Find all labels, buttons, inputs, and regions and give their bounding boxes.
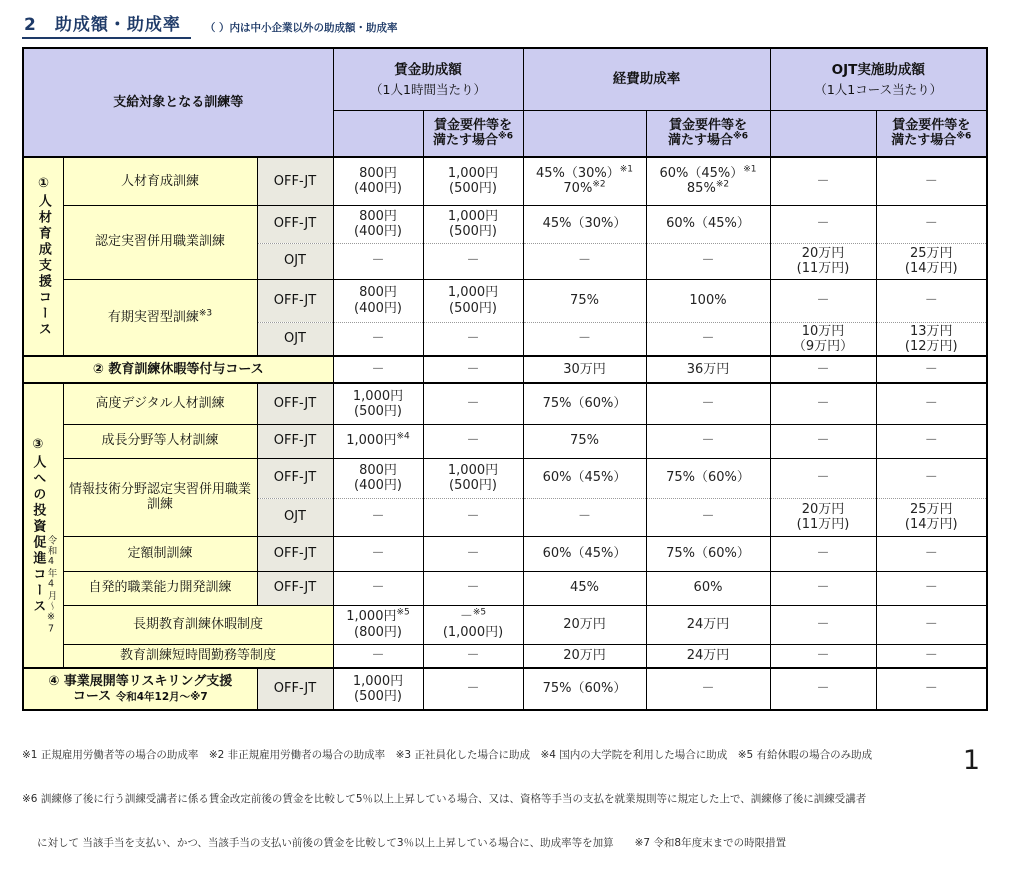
table-cell: － (876, 356, 987, 383)
table-cell: OFF-JT (257, 458, 333, 498)
table-cell: － (876, 458, 987, 498)
section-3-period: 令和4年4月～※7 (45, 534, 57, 636)
table-cell: 20万円 (11万円) (770, 243, 876, 279)
table-cell: 成長分野等人材訓練 (63, 424, 257, 458)
table-cell: 25万円 (14万円) (876, 498, 987, 536)
section-4-text-line1: ④ 事業展開等リスキリング支援 (48, 673, 233, 689)
section-3-text: ③人への投資促進コース (30, 436, 46, 615)
table-cell: 認定実習併用職業訓練 (63, 205, 257, 279)
table-cell: 1,000円$^{※4}$ (333, 424, 423, 458)
section-1-label (23, 157, 63, 356)
table-cell: 75% (523, 279, 646, 322)
header-expense-group (523, 48, 770, 110)
subsidy-table (22, 47, 988, 711)
header-spacer (770, 110, 876, 157)
table-cell: － (333, 571, 423, 605)
table-cell: － (423, 424, 523, 458)
table-cell: 自発的職業能力開発訓練 (63, 571, 257, 605)
table-cell: － (423, 644, 523, 668)
table-row (23, 157, 987, 205)
table-cell: － (423, 668, 523, 710)
table-cell: 13万円 (12万円) (876, 322, 987, 356)
header-wage-req: 賃金要件等を 満たす場合$^{※6}$ (423, 110, 523, 157)
table-cell: OJT (257, 498, 333, 536)
footnote-line: ※6 訓練修了後に行う訓練受講者に係る賃金改定前後の賃金を比較して5％以上上昇している場合、又は、資格等手当の支払を就業規則等に規定した上で、訓練修了後に訓練受講者 (22, 792, 867, 805)
table-cell: 800円 (400円) (333, 157, 423, 205)
table-cell: 高度デジタル人材訓練 (63, 383, 257, 424)
table-cell: － (770, 157, 876, 205)
table-cell: OJT (257, 243, 333, 279)
table-cell: 1,000円 (500円) (333, 668, 423, 710)
table-cell: － (876, 605, 987, 644)
table-cell: 20万円 (523, 605, 646, 644)
table-cell: － (646, 383, 770, 424)
table-cell: － (646, 498, 770, 536)
header-ojt-req: 賃金要件等を 満たす場合$^{※6}$ (876, 110, 987, 157)
table-cell: － (770, 205, 876, 243)
table-cell: 長期教育訓練休暇制度 (63, 605, 333, 644)
table-header-row (23, 48, 987, 110)
table-cell: OFF-JT (257, 383, 333, 424)
table-cell: － (523, 322, 646, 356)
table-cell: － (646, 424, 770, 458)
table-row (23, 571, 987, 605)
header-expense-title: 経費助成率 (612, 71, 681, 88)
header-wage-sub: （1人1時間当たり） (370, 81, 486, 97)
table-cell: 30万円 (523, 356, 646, 383)
header-wage-group (333, 48, 523, 110)
table-cell: － (876, 157, 987, 205)
header-expense-req: 賃金要件等を 満たす場合$^{※6}$ (646, 110, 770, 157)
table-cell: OJT (257, 322, 333, 356)
table-cell: OFF-JT (257, 205, 333, 243)
table-cell: 1,000円 (500円) (423, 279, 523, 322)
footnotes (22, 718, 994, 880)
table-cell: 36万円 (646, 356, 770, 383)
table-cell: OFF-JT (257, 668, 333, 710)
table-cell: 10万円 （9万円） (770, 322, 876, 356)
table-cell: $60\%(45\%)^{※1}$ 85%$^{※2}$ (646, 157, 770, 205)
table-cell: 75%（60%） (523, 668, 646, 710)
table-cell: － (423, 383, 523, 424)
table-cell: － (876, 205, 987, 243)
table-cell: － (876, 571, 987, 605)
section-2-label: ② 教育訓練休暇等付与コース (23, 356, 333, 383)
title-note: （ ）内は中小企業以外の助成額・助成率 (204, 22, 398, 34)
table-cell: － (770, 383, 876, 424)
table-cell: － (876, 668, 987, 710)
table-cell: 1,000円 (500円) (333, 383, 423, 424)
table-cell: － (423, 322, 523, 356)
table-cell: 1,000円$^{※5}$ (800円) (333, 605, 423, 644)
table-row (23, 644, 987, 668)
table-cell: OFF-JT (257, 279, 333, 322)
table-cell: 情報技術分野認定実習併用職業訓練 (63, 458, 257, 536)
table-cell: OFF-JT (257, 157, 333, 205)
table-row (23, 605, 987, 644)
section-4-period: 令和4年12月～※7 (115, 691, 208, 704)
table-cell: － (423, 243, 523, 279)
table-cell: － (770, 279, 876, 322)
table-cell: － (876, 424, 987, 458)
section-1-text: ①人材育成支援コース (35, 175, 51, 338)
table-cell: 1,000円 (500円) (423, 205, 523, 243)
table-cell: － (523, 243, 646, 279)
page-title: 2 助成額・助成率 (22, 10, 191, 39)
table-cell: 1,000円 (500円) (423, 157, 523, 205)
header-spacer (333, 110, 423, 157)
table-cell: － (876, 383, 987, 424)
header-spacer (523, 110, 646, 157)
table-cell: 定額制訓練 (63, 536, 257, 571)
table-cell: － (523, 498, 646, 536)
table-cell: － (333, 498, 423, 536)
section-4-label (23, 668, 257, 710)
table-cell: － (423, 356, 523, 383)
table-cell: 60%（45%） (523, 536, 646, 571)
table-cell: 24万円 (646, 605, 770, 644)
table-row (23, 536, 987, 571)
table-cell: 20万円 (11万円) (770, 498, 876, 536)
section-3-label (23, 383, 63, 668)
header-training-target: 支給対象となる訓練等 (23, 48, 333, 157)
table-row (23, 356, 987, 383)
table-cell: 60%（45%） (646, 205, 770, 243)
table-cell: － (770, 458, 876, 498)
header-ojt-group (770, 48, 987, 110)
table-cell: － (333, 356, 423, 383)
table-cell: － (770, 605, 876, 644)
page-number: 1 (962, 745, 980, 776)
table-cell: － (423, 571, 523, 605)
table-cell: 800円 (400円) (333, 279, 423, 322)
header-ojt-sub: （1人1コース当たり） (814, 81, 943, 97)
table-cell: － (333, 243, 423, 279)
table-cell: 25万円 (14万円) (876, 243, 987, 279)
table-cell: － (876, 279, 987, 322)
table-cell: － (646, 243, 770, 279)
table-cell: － (423, 536, 523, 571)
table-cell: － (333, 644, 423, 668)
table-cell: $45\%(30\%)^{※1}$ 70%$^{※2}$ (523, 157, 646, 205)
table-cell: － (876, 536, 987, 571)
table-cell: － (770, 424, 876, 458)
table-cell: 75% (523, 424, 646, 458)
table-cell: 75%（60%） (523, 383, 646, 424)
table-cell: － (646, 322, 770, 356)
table-row (23, 458, 987, 498)
table-cell: － (770, 536, 876, 571)
table-cell: － (333, 536, 423, 571)
table-cell: － (770, 668, 876, 710)
table-cell: － (770, 356, 876, 383)
table-cell: 75%（60%） (646, 536, 770, 571)
table-cell: －$^{※5}$ (1,000円) (423, 605, 523, 644)
table-cell: 人材育成訓練 (63, 157, 257, 205)
header-wage-title: 賃金助成額 (394, 62, 462, 79)
table-cell: 60%（45%） (523, 458, 646, 498)
table-cell: 45%（30%） (523, 205, 646, 243)
table-cell: 45% (523, 571, 646, 605)
header-ojt-title: OJT実施助成額 (831, 62, 925, 79)
table-row (23, 383, 987, 424)
title-row (22, 10, 994, 39)
table-cell: － (876, 644, 987, 668)
table-cell: 教育訓練短時間勤務等制度 (63, 644, 333, 668)
table-cell: 100% (646, 279, 770, 322)
footnote-line: に対して 当該手当を支払い、かつ、当該手当の支払い前後の賃金を比較して3％以上上昇している場合に、助成率等を加算 ※7 令和8年度末までの時限措置 (37, 836, 787, 849)
table-cell: 800円 (400円) (333, 205, 423, 243)
table-row (23, 424, 987, 458)
table-cell: 800円 (400円) (333, 458, 423, 498)
table-cell: － (423, 498, 523, 536)
table-row (23, 205, 987, 243)
table-row (23, 668, 987, 710)
table-cell: 75%（60%） (646, 458, 770, 498)
table-cell: OFF-JT (257, 571, 333, 605)
table-cell: － (333, 322, 423, 356)
footnote-line: ※1 正規雇用労働者等の場合の助成率 ※2 非正規雇用労働者の場合の助成率 ※3 正社員化した場合に助成 ※4 国内の大学院を利用した場合に助成 ※5 有給休暇の場合のみ助成 (22, 748, 873, 761)
table-cell: － (646, 668, 770, 710)
table-cell: OFF-JT (257, 424, 333, 458)
table-cell: 24万円 (646, 644, 770, 668)
table-cell: 有期実習型訓練$^{※3}$ (63, 279, 257, 356)
table-row (23, 279, 987, 322)
table-cell: 20万円 (523, 644, 646, 668)
table-cell: 60% (646, 571, 770, 605)
table-cell: － (770, 644, 876, 668)
section-4-text-line2: コース (72, 689, 112, 705)
table-cell: 1,000円 (500円) (423, 458, 523, 498)
table-cell: － (770, 571, 876, 605)
table-cell: OFF-JT (257, 536, 333, 571)
